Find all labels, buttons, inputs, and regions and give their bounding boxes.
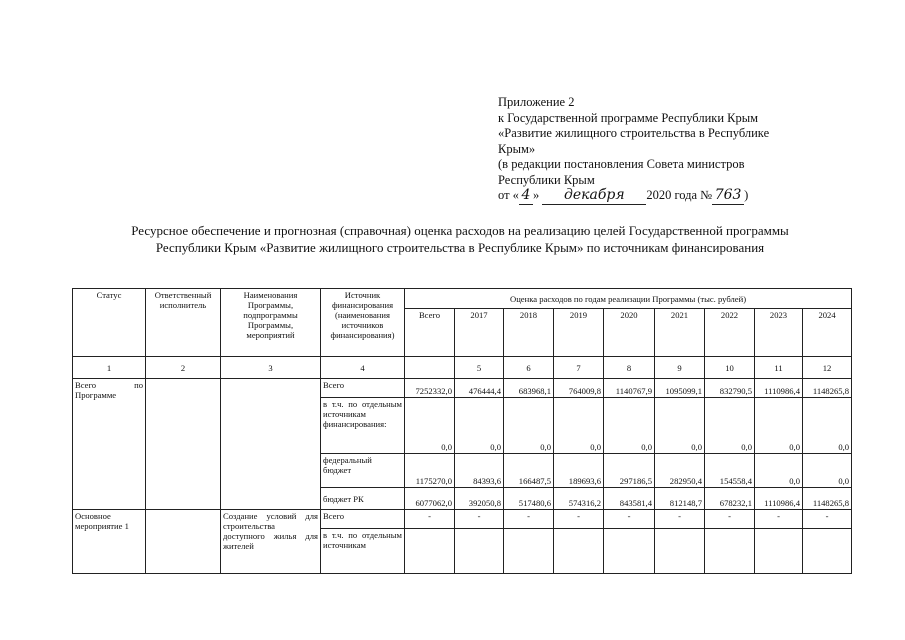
name-cell xyxy=(221,379,321,510)
value-cell: 1148265,8 xyxy=(803,488,852,510)
value-cell: - xyxy=(405,510,455,529)
value-cell: 843581,4 xyxy=(604,488,655,510)
value-cell: 6077062,0 xyxy=(405,488,455,510)
value-cell: 0,0 xyxy=(405,398,455,454)
header-year: 2024 xyxy=(803,309,852,357)
document-title xyxy=(60,222,860,256)
value-cell: 1110986,4 xyxy=(755,488,803,510)
value-cell xyxy=(455,529,504,574)
col-number: 9 xyxy=(655,357,705,379)
handwritten-number: 763 xyxy=(712,188,744,205)
source-cell: в т.ч. по отдельным источникам финансирования: xyxy=(321,398,405,454)
appendix-line-3: «Развитие жилищного строительства в Республике xyxy=(498,126,770,140)
value-cell: 0,0 xyxy=(705,398,755,454)
status-cell: Всего по Программе xyxy=(73,379,146,510)
value-cell: 1175270,0 xyxy=(405,454,455,488)
col-number: 12 xyxy=(803,357,852,379)
header-executor: Ответственный исполнитель xyxy=(146,289,221,357)
value-cell: 476444,4 xyxy=(455,379,504,398)
value-cell xyxy=(405,529,455,574)
value-cell: 0,0 xyxy=(755,454,803,488)
source-cell: бюджет РК xyxy=(321,488,405,510)
value-cell: 678232,1 xyxy=(705,488,755,510)
header-names: Наименования Программы, подпрограммы Программы, мероприятий xyxy=(221,289,321,357)
col-number: 2 xyxy=(146,357,221,379)
header-year: 2022 xyxy=(705,309,755,357)
title-line-2: Республики Крым «Развитие жилищного строительства в Республике Крым» по источникам финансирования xyxy=(155,240,765,255)
col-number: 11 xyxy=(755,357,803,379)
value-cell: 392050,8 xyxy=(455,488,504,510)
value-cell: 764009,8 xyxy=(554,379,604,398)
value-cell: 0,0 xyxy=(803,454,852,488)
col-number: 8 xyxy=(604,357,655,379)
header-status: Статус xyxy=(73,289,146,357)
value-cell: - xyxy=(604,510,655,529)
source-cell: федеральный бюджет xyxy=(321,454,405,488)
value-cell xyxy=(655,529,705,574)
value-cell xyxy=(504,529,554,574)
date-mid: » xyxy=(532,188,540,202)
value-cell: 282950,4 xyxy=(655,454,705,488)
value-cell: 0,0 xyxy=(803,398,852,454)
value-cell: 1140767,9 xyxy=(604,379,655,398)
title-line-1: Ресурсное обеспечение и прогнозная (справочная) оценка расходов на реализацию целей Государственной программы xyxy=(131,223,789,238)
value-cell: 1095099,1 xyxy=(655,379,705,398)
resource-table xyxy=(72,288,852,574)
value-cell: - xyxy=(455,510,504,529)
value-cell: - xyxy=(554,510,604,529)
table-row xyxy=(73,379,852,398)
value-cell: - xyxy=(755,510,803,529)
col-number: 3 xyxy=(221,357,321,379)
value-cell: 0,0 xyxy=(554,398,604,454)
source-cell: в т.ч. по отдельным источникам xyxy=(321,529,405,574)
col-number: 10 xyxy=(705,357,755,379)
value-cell: 189693,6 xyxy=(554,454,604,488)
header-year: 2017 xyxy=(455,309,504,357)
value-cell: 832790,5 xyxy=(705,379,755,398)
value-cell xyxy=(554,529,604,574)
value-cell: 297186,5 xyxy=(604,454,655,488)
col-number: 4 xyxy=(321,357,405,379)
appendix-header xyxy=(498,95,828,205)
appendix-line-6: Республики Крым xyxy=(498,172,595,187)
value-cell: 812148,7 xyxy=(655,488,705,510)
value-cell: - xyxy=(803,510,852,529)
value-cell: 0,0 xyxy=(504,398,554,454)
col-number: 6 xyxy=(504,357,554,379)
value-cell xyxy=(755,529,803,574)
appendix-line-4: Крым» xyxy=(498,141,536,156)
header-year: 2019 xyxy=(554,309,604,357)
value-cell: 1148265,8 xyxy=(803,379,852,398)
appendix-date-line: от « 4 » декабря 2020 года № 763 ) xyxy=(498,187,749,203)
executor-cell xyxy=(146,379,221,510)
value-cell: 7252332,0 xyxy=(405,379,455,398)
appendix-line-5: (в редакции постановления Совета министров xyxy=(498,157,745,171)
value-cell xyxy=(604,529,655,574)
header-year: 2023 xyxy=(755,309,803,357)
value-cell xyxy=(705,529,755,574)
value-cell: - xyxy=(705,510,755,529)
handwritten-month: декабря xyxy=(542,188,646,205)
header-source: Источник финансирования (наименования источников финансирования) xyxy=(321,289,405,357)
col-number: 1 xyxy=(73,357,146,379)
header-year: 2021 xyxy=(655,309,705,357)
value-cell: 84393,6 xyxy=(455,454,504,488)
value-cell: 1110986,4 xyxy=(755,379,803,398)
header-estimate: Оценка расходов по годам реализации Программы (тыс. рублей) xyxy=(405,289,852,309)
col-number xyxy=(405,357,455,379)
source-cell: Всего xyxy=(321,379,405,398)
appendix-line-1: Приложение 2 xyxy=(498,95,575,109)
header-year: Всего xyxy=(405,309,455,357)
handwritten-day: 4 xyxy=(519,188,533,205)
date-prefix: от « xyxy=(498,188,519,202)
header-year: 2020 xyxy=(604,309,655,357)
value-cell: 0,0 xyxy=(655,398,705,454)
status-cell: Основное мероприятие 1 xyxy=(73,510,146,574)
value-cell: 517480,6 xyxy=(504,488,554,510)
value-cell: - xyxy=(504,510,554,529)
year-text: 2020 года № xyxy=(646,188,713,202)
value-cell: 683968,1 xyxy=(504,379,554,398)
value-cell: - xyxy=(655,510,705,529)
header-year: 2018 xyxy=(504,309,554,357)
value-cell: 154558,4 xyxy=(705,454,755,488)
name-cell: Создание условий для строительства доступного жилья для жителей xyxy=(221,510,321,574)
value-cell: 0,0 xyxy=(755,398,803,454)
value-cell: 574316,2 xyxy=(554,488,604,510)
source-cell: Всего xyxy=(321,510,405,529)
value-cell: 0,0 xyxy=(455,398,504,454)
col-number: 7 xyxy=(554,357,604,379)
executor-cell xyxy=(146,510,221,574)
value-cell: 166487,5 xyxy=(504,454,554,488)
value-cell: 0,0 xyxy=(604,398,655,454)
value-cell xyxy=(803,529,852,574)
table-row xyxy=(73,510,852,529)
appendix-line-2: к Государственной программе Республики Крым xyxy=(498,110,759,125)
col-number: 5 xyxy=(455,357,504,379)
